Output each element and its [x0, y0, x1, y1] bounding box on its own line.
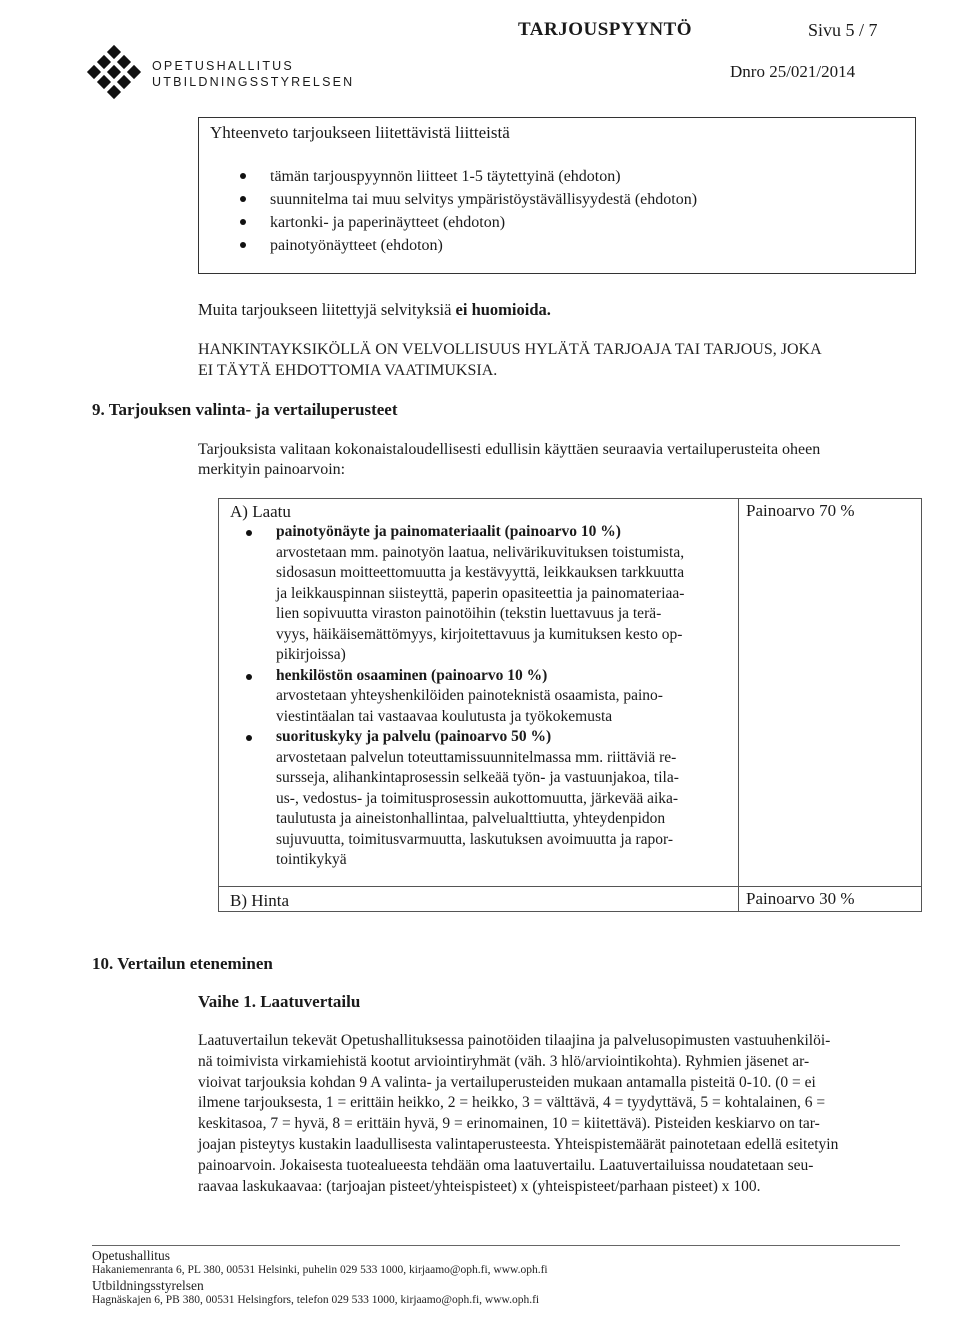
criterion-staff-expertise: henkilöstön osaaminen (painoarvo 10 %) arvostetaan yhteyshenkilöiden painoteknistä osaamista, paino- viestintäalan tai vastaavaa koulutusta ja työkokemusta — [246, 666, 746, 728]
document-title: TARJOUSPYYNTÖ — [518, 19, 692, 40]
phase-1-heading: Vaihe 1. Laatuvertailu — [198, 992, 361, 1011]
footer-address-sv: Hagnäskajen 6, PB 380, 00531 Helsingfors, telefon 029 533 1000, kirjaamo@oph.fi, www.oph.fi — [92, 1294, 540, 1306]
list-item: painotyönäytteet (ehdoton) — [240, 234, 697, 257]
criteria-row-quality-weight: Painoarvo 70 % — [746, 501, 855, 520]
document-number: Dnro 25/021/2014 — [730, 62, 856, 81]
other-attachments-note: Muita tarjoukseen liitettyjä selvityksiä ei huomioida. — [198, 300, 551, 319]
diamond-lattice-logo-icon — [82, 44, 146, 108]
footer-address-fi: Hakaniemenranta 6, PL 380, 00531 Helsinki, puhelin 029 533 1000, kirjaamo@oph.fi, www.oph.fi — [92, 1264, 548, 1276]
criteria-row-price-label: B) Hinta — [230, 891, 290, 910]
phase-1-text: Laatuvertailun tekevät Opetushallituksessa painotöiden tilaajina ja palvelusopimusten vastuuhenkilöi- nä toimivista virkamiehistä kootut arviointiryhmät (väh. 3 hlö/arviointikohta). Ryhmien jäsenet ar- vioivat tarjouksia kohdan 9 A valinta- ja vertailuperusteiden mukaan antamalla pisteitä 0-10. (0 = ei ilmene tarjouksesta, 1 = erittäin heikko, 2 = heikko, 3 = välttävä, 4 = tyydyttävä, 5 = kohtalainen, 6 = keskitasoa, 7 = hyvä, 8 = erittäin hyvä, 9 = erinomainen, 10 = kiitettävä). Pisteiden keskiarvo on tar- joajan pisteytys kustakin laadullisesta valintaperusteesta. Yhteispistemäärät painotetaan edellä esitetyin painoarvoin. Jokaisesta tuotealueesta tehdään oma laatuvertailu. Laatuvertailuissa noudatetaan seu- raavaa laskukaavaa: (tarjoajan pisteet/yhteispisteet) x (yhteispisteet/parhaan pisteet) x 100. — [198, 1032, 839, 1195]
org-name-fi: OPETUSHALLITUS — [152, 59, 294, 73]
footer — [92, 1248, 548, 1308]
summary-title: Yhteenveto tarjoukseen liitettävistä liitteistä — [210, 123, 510, 142]
criteria-row-price-weight: Painoarvo 30 % — [746, 889, 855, 908]
org-name-sv: UTBILDNINGSSTYRELSEN — [152, 75, 355, 89]
list-item: suunnitelma tai muu selvitys ympäristöystävällisyydestä (ehdoton) — [240, 188, 697, 211]
footer-divider — [92, 1245, 900, 1246]
rejection-notice: HANKINTAYKSIKÖLLÄ ON VELVOLLISUUS HYLÄTÄ TARJOAJA TAI TARJOUS, JOKA EI TÄYTÄ EHDOTTOMIA VAATIMUKSIA. — [198, 341, 822, 379]
criterion-performance-service: suorituskyky ja palvelu (painoarvo 50 %) arvostetaan palvelun toteuttamissuunnitelmassa mm. riittäviä re- sursseja, alihankintaprosessin selkeää työn- ja vastuunjakoa, tila- us-, vedostus- ja toimitusprosessin aukottomuutta, järkevää aika- taulutusta ja aineistonhallintaa, palvelualttiutta, yhteydenpidon sujuvuutta, toimitusvarmuutta, laskutuksen avoimuutta ja rapor- tointikykyä — [246, 727, 746, 871]
summary-list — [240, 165, 697, 257]
section-10-heading: 10. Vertailun eteneminen — [92, 954, 273, 973]
list-item: kartonki- ja paperinäytteet (ehdoton) — [240, 211, 697, 234]
page-number: Sivu 5 / 7 — [808, 20, 878, 40]
criterion-print-sample: painotyönäyte ja painomateriaalit (painoarvo 10 %) arvostetaan mm. painotyön laatua, nelivärikuvituksen toistumista, sidosasun moitteettomuutta ja kestävyyttä, leikkauksen tarkkuutta ja leikkauspinnan siisteyttä, paperin opasiteettia ja painomateriaa- lien sopivuutta viraston painotöihin (tekstin luettavuus ja terä- vyys, häikäisemättömyys, kirjoitettavuus ja kumituksen kesto op- pikirjoissa) — [246, 522, 746, 666]
quality-criteria-list — [246, 522, 746, 871]
criteria-row-quality-label: A) Laatu — [230, 502, 291, 521]
footer-org-sv: Utbildningsstyrelsen — [92, 1278, 204, 1293]
list-item: tämän tarjouspyynnön liitteet 1-5 täytettyinä (ehdoton) — [240, 165, 697, 188]
section-9-intro: Tarjouksista valitaan kokonaistaloudellisesti edullisin käyttäen seuraavia vertailuperusteita oheen merkityin painoarvoin: — [198, 441, 821, 478]
footer-org-fi: Opetushallitus — [92, 1248, 170, 1263]
section-9-heading: 9. Tarjouksen valinta- ja vertailuperusteet — [92, 400, 398, 419]
